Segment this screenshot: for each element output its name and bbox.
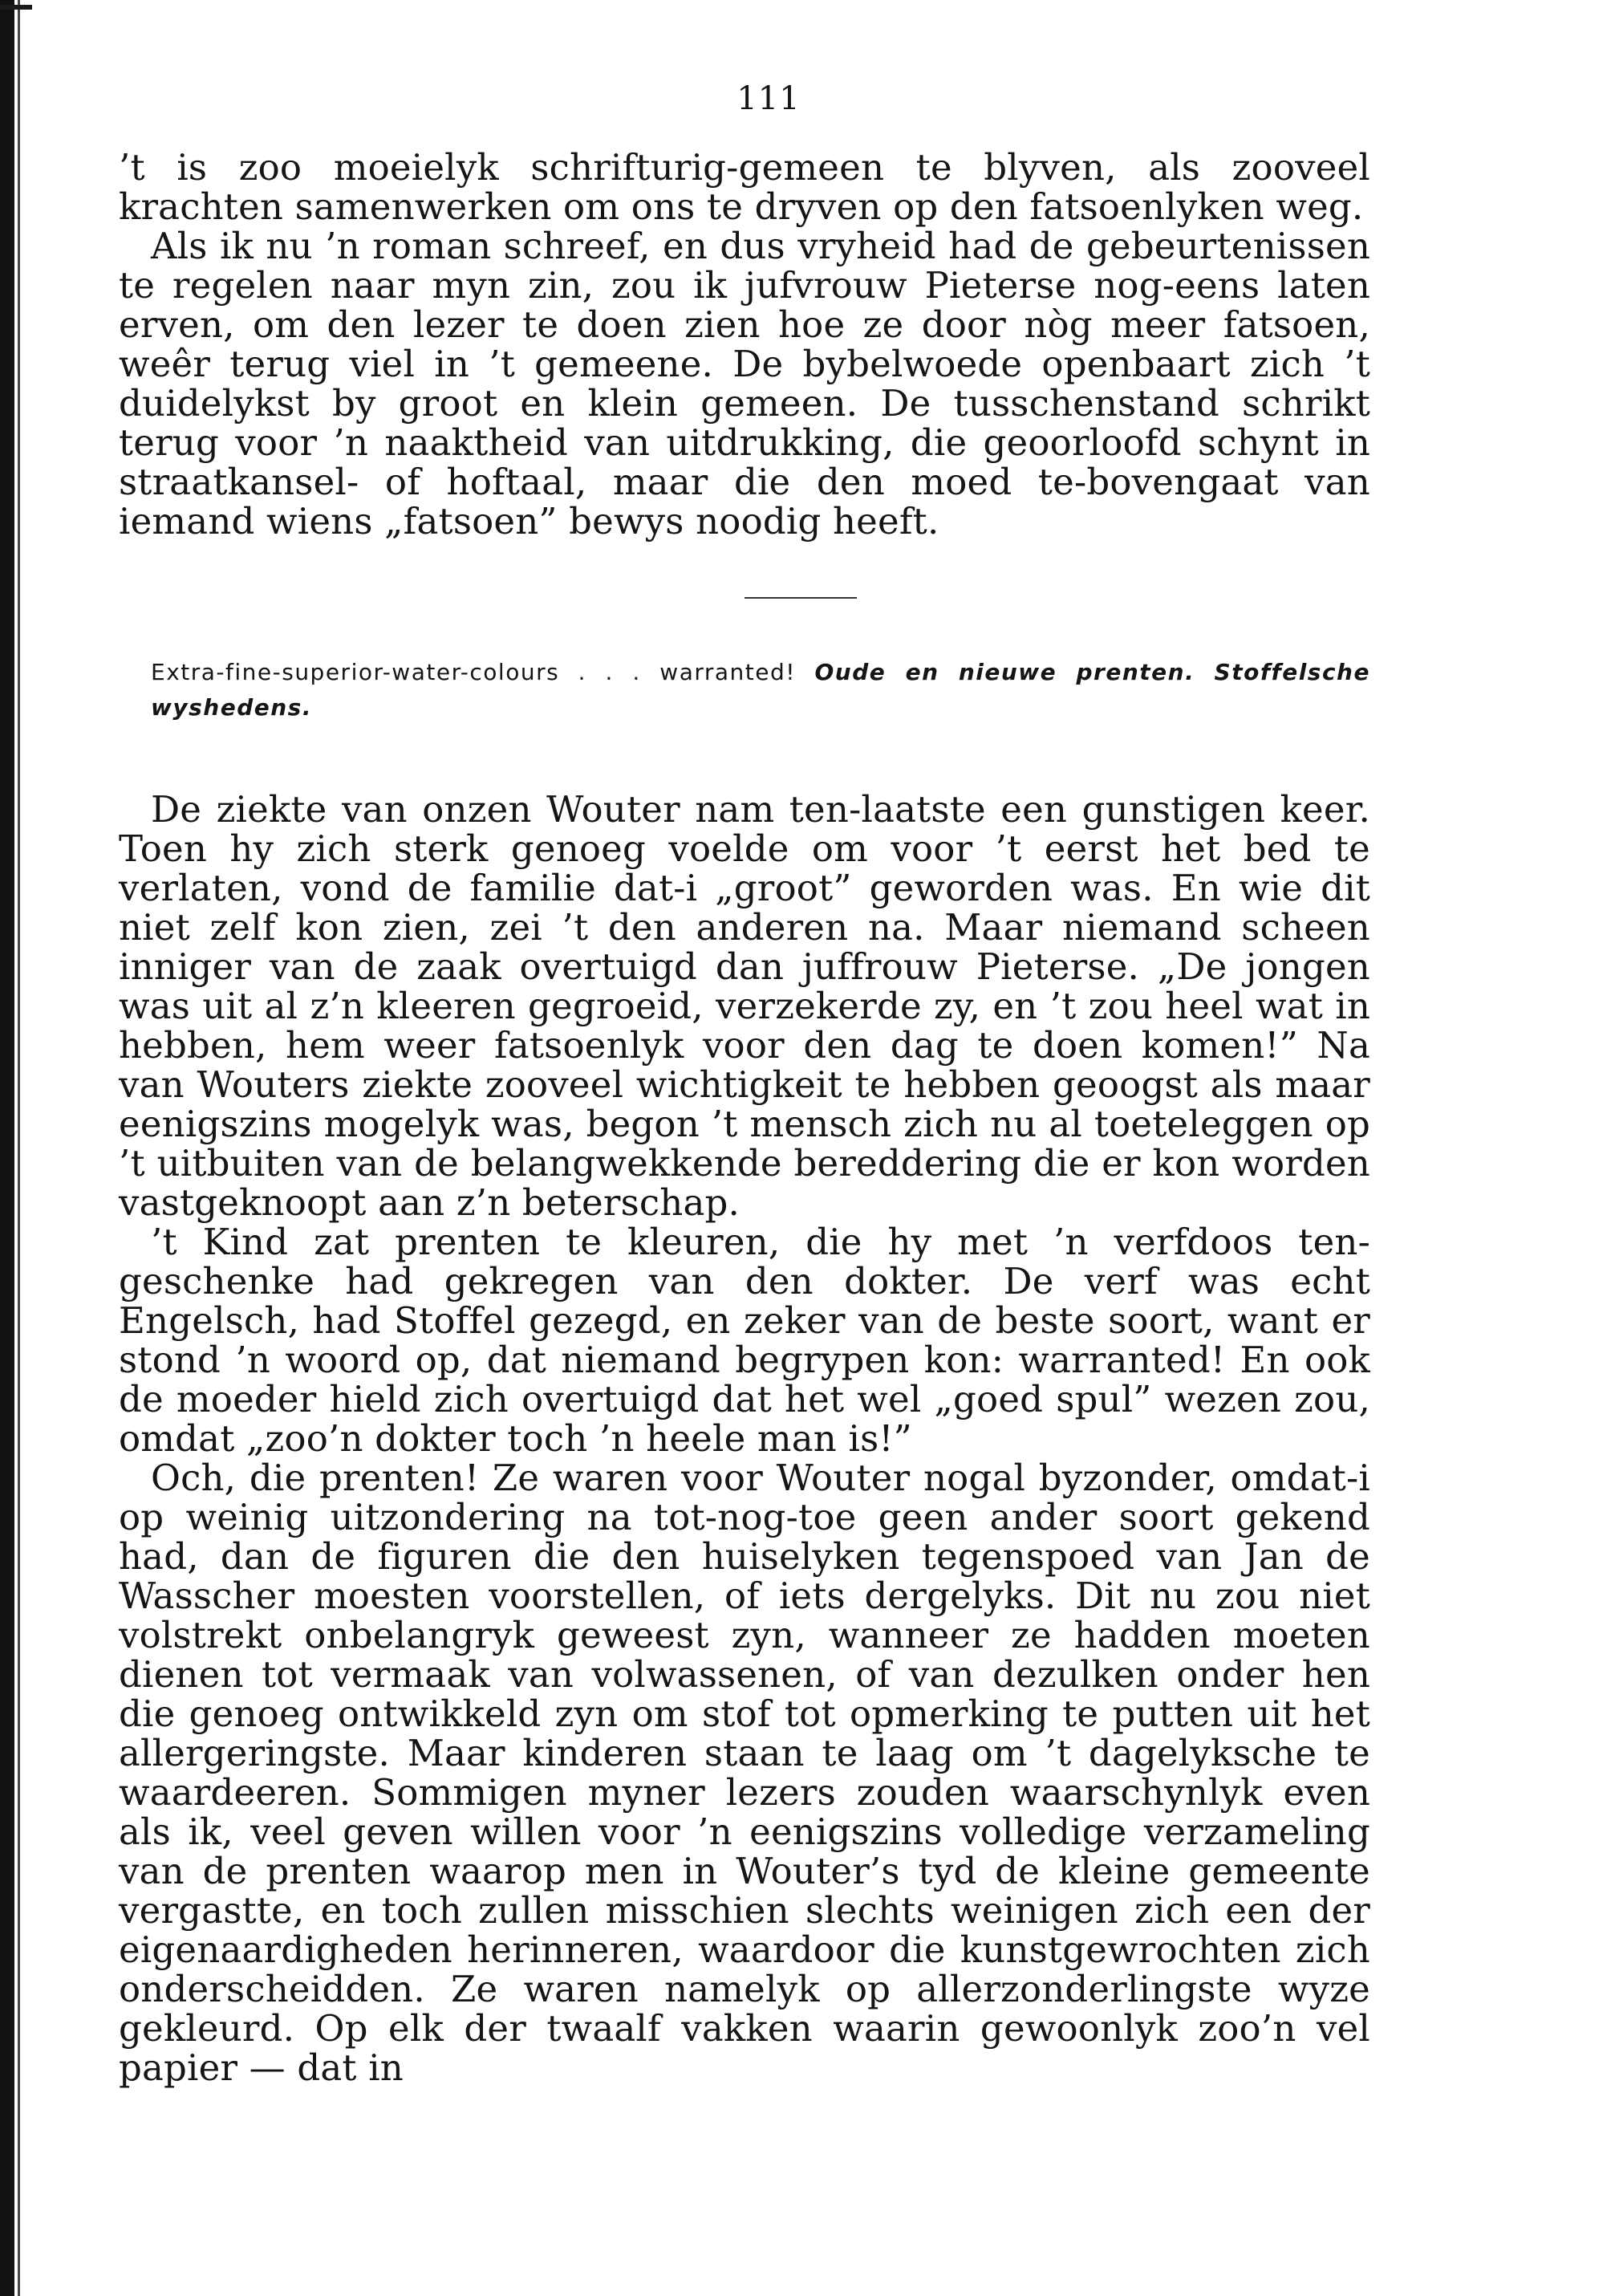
scan-shadow-left	[0, 0, 14, 2296]
scan-shadow-top	[0, 5, 32, 10]
chapter-heading-part2: Oude en nieuwe prenten. Stoffelsche wyshedens.	[151, 659, 1370, 721]
book-page	[119, 80, 1370, 2087]
chapter-heading	[151, 655, 1370, 725]
section-divider	[745, 597, 857, 599]
paragraph: Och, die prenten! Ze waren voor Wouter nogal byzonder, omdat-i op weinig uitzondering na tot-nog-toe geen ander soort gekend had, dan de figuren die den huiselyken tegenspoed van Jan de Wasscher moesten voorstellen, of iets dergelyks. Dit nu zou niet volstrekt onbelangryk geweest zyn, wanneer ze hadden moeten dienen tot vermaak van volwassenen, of van dezulken onder hen die genoeg ontwikkeld zyn om stof tot opmerking te putten uit het allergeringste. Maar kinderen staan te laag om ’t dagelyksche te waardeeren. Sommigen myner lezers zouden waarschynlyk even als ik, veel geven willen voor ’n eenigszins volledige verzameling van de prenten waarop men in Wouter’s tyd de kleine gemeente vergastte, en toch zullen misschien slechts weinigen zich een der eigenaardigheden herinneren, waardoor die kunstgewrochten zich onderscheidden. Ze waren namelyk op allerzonderlingste wyze gekleurd. Op elk der twaalf vakken waarin gewoonlyk zoo’n vel papier — dat in	[119, 1457, 1370, 2089]
paragraph: De ziekte van onzen Wouter nam ten-laatste een gunstigen keer. Toen hy zich sterk genoeg voelde om voor ’t eerst het bed te verlaten, vond de familie dat-i „groot” geworden was. En wie dit niet zelf kon zien, zei ’t den anderen na. Maar niemand scheen inniger van de zaak overtuigd dan juffrouw Pieterse. „De jongen was uit al z’n kleeren gegroeid, verzekerde zy, en ’t zou heel wat in hebben, hem weer fatsoenlyk voor den dag te doen komen!” Na van Wouters ziekte zooveel wichtigkeit te hebben geoogst als maar eenigszins mogelyk was, begon ’t mensch zich nu al toeteleggen op ’t uitbuiten van de belangwekkende bereddering die er kon worden vastgeknoopt aan z’n beterschap.	[119, 788, 1370, 1224]
paragraph: ’t Kind zat prenten te kleuren, die hy met ’n verfdoos ten-geschenke had gekregen van den dokter. De verf was echt Engelsch, had Stoffel gezegd, en zeker van de beste soort, want er stond ’n woord op, dat niemand begrypen kon: warranted! En ook de moeder hield zich overtuigd dat het wel „goed spul” wezen zou, omdat „zoo’n dokter toch ’n heele man is!”	[119, 1221, 1370, 1460]
paragraph: Als ik nu ’n roman schreef, en dus vryheid had de gebeurtenissen te regelen naar myn zin, zou ik jufvrouw Pieterse nog-eens laten erven, om den lezer te doen zien hoe ze door nòg meer fatsoen, weêr terug viel in ’t gemeene. De bybelwoede openbaart zich ’t duidelykst by groot en klein gemeen. De tusschenstand schrikt terug voor ’n naaktheid van uitdrukking, die geoorloofd schynt in straatkansel- of hoftaal, maar die den moed te-bovengaat van iemand wiens „fatsoen” bewys noodig heeft.	[119, 225, 1370, 543]
section-chapter-body	[119, 790, 1370, 2087]
chapter-heading-part1: Extra-fine-superior-water-colours . . . warranted!	[151, 659, 797, 685]
page-number: 111	[736, 80, 801, 117]
paragraph: ’t is zoo moeielyk schrifturig-gemeen te blyven, als zooveel krachten samenwerken om ons te dryven op den fatsoenlyken weg.	[119, 146, 1370, 228]
scan-shadow-line	[18, 0, 20, 2296]
section-previous-chapter-end	[119, 148, 1370, 541]
